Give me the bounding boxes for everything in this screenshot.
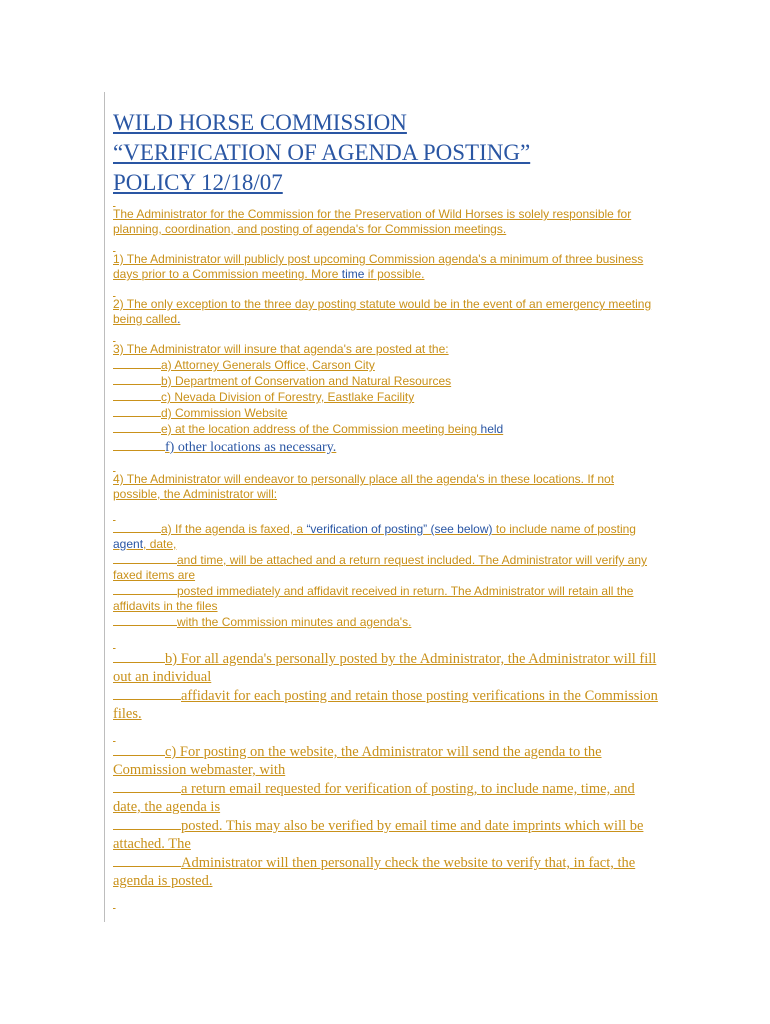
verification-link[interactable]: “verification of posting” (see below)	[306, 522, 493, 536]
item-4-c: c) For posting on the website, the Administrator will send the agenda to the Commission webmaster, with a return email requested for verification of posting, to include name, time, and date, the agenda is posted. This may also be verified by email time and date imprints which will be attached. The Administrator will then personally check the website to verify that, in fact, the agenda is posted.	[113, 744, 644, 889]
margin-rule	[104, 92, 105, 922]
paragraph-mark	[113, 333, 658, 342]
paragraph-mark	[113, 463, 658, 472]
paragraph-mark	[113, 243, 658, 252]
title-line-3: POLICY 12/18/07	[113, 170, 283, 195]
item-3-sub-c: c) Nevada Division of Forestry, Eastlake Facility	[113, 389, 658, 405]
item-3-lead: 3) The Administrator will insure that agenda's are posted at the:	[113, 342, 449, 356]
paragraph-mark	[113, 640, 658, 649]
paragraph-mark	[113, 733, 658, 742]
item-3-sub-f: f) other locations as necessary.	[113, 437, 658, 457]
item-3	[113, 342, 658, 437]
item-4: 4) The Administrator will endeavor to personally place all the agenda's in these locations. If not possible, the Administrator will:	[113, 472, 615, 501]
item-4-b: b) For all agenda's personally posted by the Administrator, the Administrator will fill out an individual affidavit for each posting and retain those posting verifications in the Commission files.	[113, 651, 658, 722]
title-line-2: “VERIFICATION OF AGENDA POSTING”	[113, 140, 531, 165]
title-line-1: WILD HORSE COMMISSION	[113, 110, 407, 135]
item-2: 2) The only exception to the three day posting statute would be in the event of an emergency meeting being called.	[113, 297, 652, 326]
item-3-sub-a: a) Attorney Generals Office, Carson City	[113, 357, 658, 373]
paragraph-mark	[113, 900, 658, 909]
document-title	[113, 108, 658, 198]
item-1-highlight: time	[341, 267, 365, 281]
document-body	[113, 108, 658, 909]
item-1: 1) The Administrator will publicly post upcoming Commission agenda's a minimum of three business days prior to a Commission meeting. More time if possible.	[113, 252, 644, 281]
intro-paragraph: The Administrator for the Commission for the Preservation of Wild Horses is solely responsible for planning, coordination, and posting of agenda's for Commission meetings.	[113, 207, 632, 236]
item-3-sub-d: d) Commission Website	[113, 405, 658, 421]
item-3-sub-e: e) at the location address of the Commission meeting being held	[113, 421, 658, 437]
item-4-a: a) If the agenda is faxed, a “verification of posting” (see below) to include name of posting agent, date, and time, will be attached and a return request included. The Administrator will verify any faxed items are posted immediately and affidavit received in return. The Administrator will retain all the affidavits in the files with the Commission minutes and agenda's.	[113, 522, 648, 629]
paragraph-mark	[113, 512, 658, 521]
item-3-sub-b: b) Department of Conservation and Natural Resources	[113, 373, 658, 389]
paragraph-mark	[113, 198, 658, 207]
paragraph-mark	[113, 288, 658, 297]
